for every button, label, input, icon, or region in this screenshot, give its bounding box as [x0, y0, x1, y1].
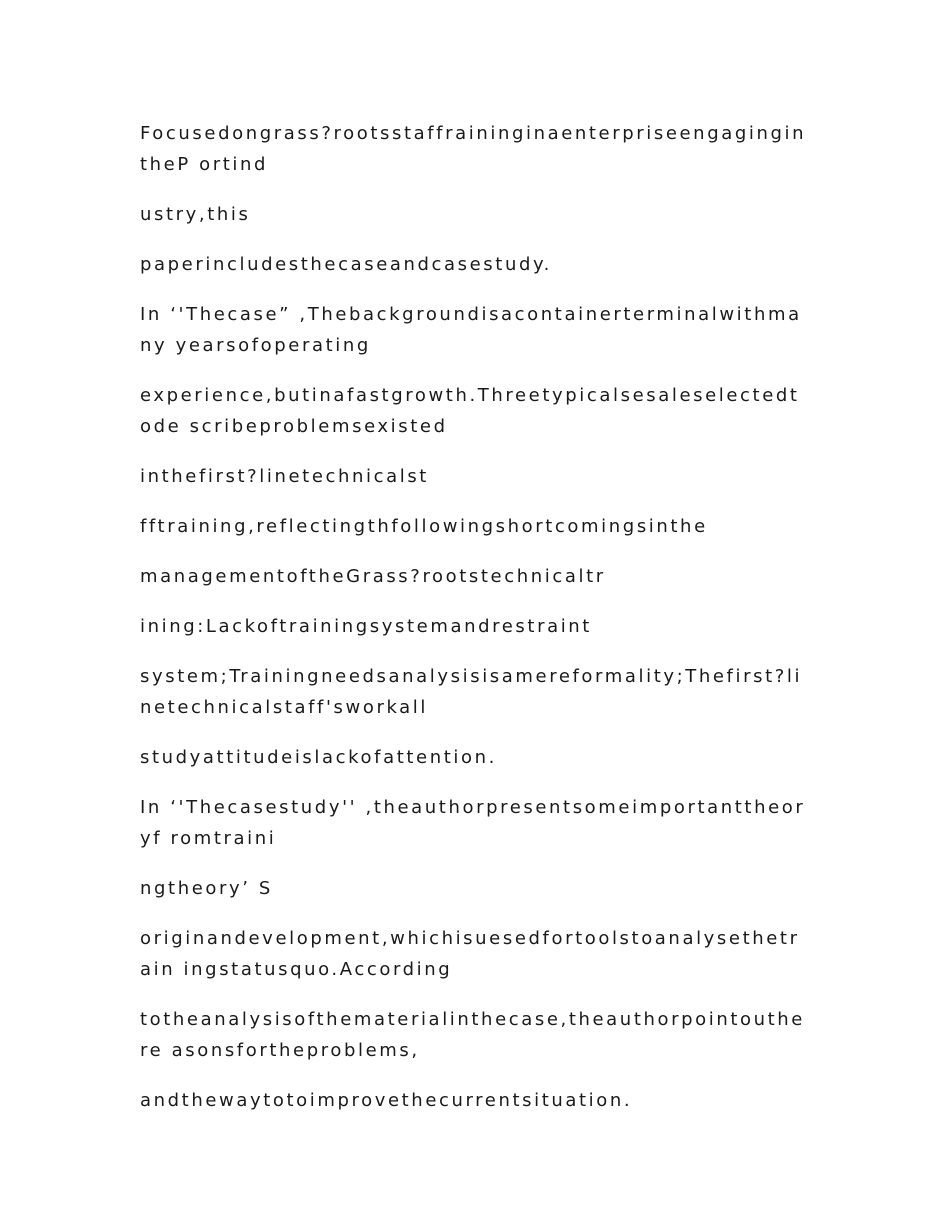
paragraph-2: ustry,this [140, 204, 251, 225]
paragraph-12: In ‘'Thecasestudy'' ,theauthorpresentsomeimportanttheoryf romtraini [140, 797, 806, 849]
paragraph-4: In ‘'Thecase” ,Thebackgroundisacontainerterminalwithmany yearsofoperating [140, 304, 802, 356]
paragraph-5: experience,butinafastgrowth.Threetypicalsesaleselectedtode scribeproblemsexisted [140, 385, 800, 437]
paragraph-14: originandevelopment,whichisuesedfortoolstoanalysethetrain ingstatusquo.According [140, 928, 800, 980]
paragraph-15: totheanalysisofthematerialinthecase,theauthorpointouthere asonsfortheproblems, [140, 1009, 805, 1061]
paragraph-16: andthewaytotoimprovethecurrentsituation. [140, 1090, 633, 1111]
paragraph-11: studyattitudeislackofattention. [140, 747, 497, 768]
paragraph-13: ngtheory’ S [140, 878, 273, 899]
paragraph-10: system;Trainingneedsanalysisisamereformality;Thefirst?linetechnicalstaff'sworkall [140, 666, 803, 718]
paragraph-7: fftraining,reflectingthfollowingshortcomingsinthe [140, 516, 708, 537]
paragraph-3: paperincludesthecaseandcasestudy. [140, 254, 552, 275]
paragraph-6: inthefirst?linetechnicalst [140, 466, 429, 487]
abstract-body [140, 118, 812, 1135]
paragraph-8: managementoftheGrass?rootstechnicaltr [140, 566, 606, 587]
paragraph-1: Focusedongrass?rootsstaffraininginaenterpriseengagingintheP ortind [140, 123, 807, 175]
paragraph-9: ining:Lackoftrainingsystemandrestraint [140, 616, 592, 637]
